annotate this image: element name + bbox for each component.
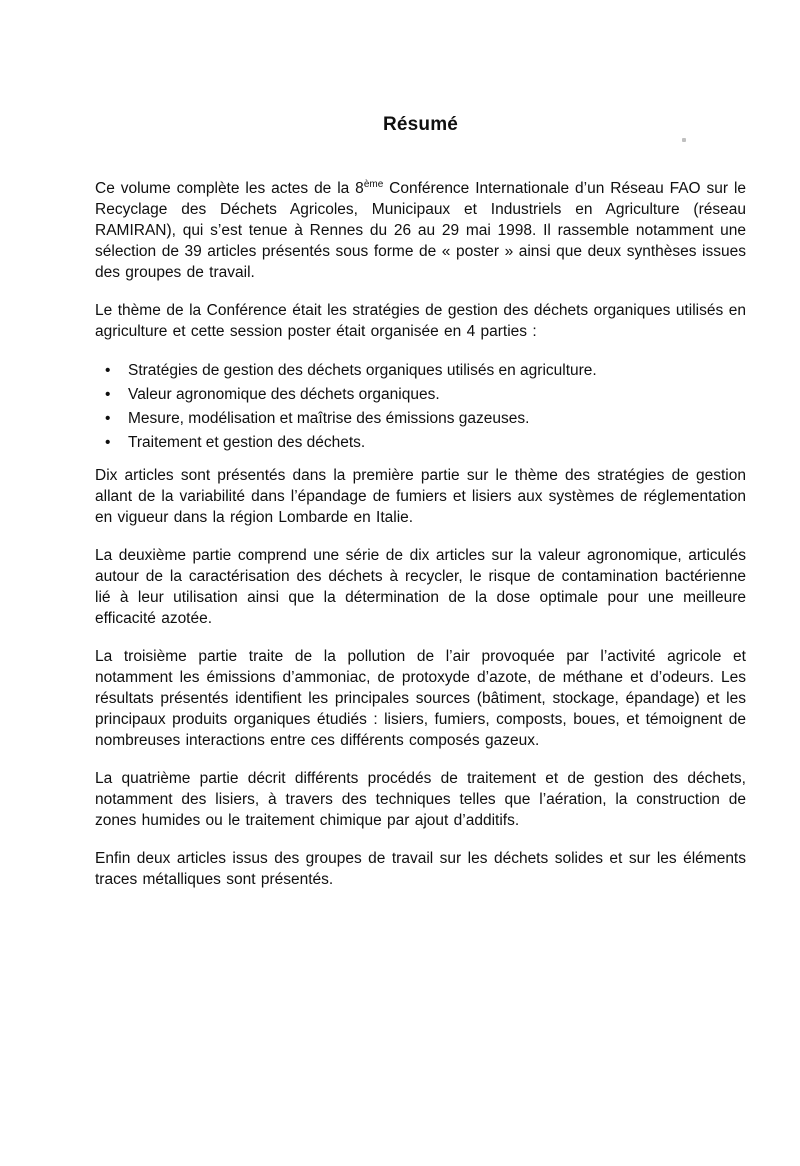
paragraph-intro-text-before: Ce volume complète les actes de la 8 [95, 180, 364, 197]
paragraph-intro [95, 178, 746, 283]
paragraph-intro-text-after: Conférence Internationale d’un Réseau FAO sur le Recyclage des Déchets Agricoles, Municipaux et Industriels en Agriculture (réseau RAMIRAN), qui s’est tenue à Rennes du 26 au 29 mai 1998. Il rassemble notamment une sélection de 39 articles présentés sous forme de « poster » ainsi que deux synthèses issues des groupes de travail. [95, 180, 747, 281]
list-item-label: Traitement et gestion des déchets. [128, 434, 366, 451]
list-item [95, 359, 746, 383]
bullet-icon: • [105, 410, 111, 427]
page-title: Résumé [382, 114, 459, 135]
text-block [95, 0, 746, 907]
paragraph-closing: Enfin deux articles issus des groupes de travail sur les déchets solides et sur les éléments traces métalliques sont présentés. [95, 850, 746, 888]
list-item [95, 383, 746, 407]
list-item-label: Valeur agronomique des déchets organiques. [128, 386, 440, 403]
paragraph-part4: La quatrième partie décrit différents procédés de traitement et de gestion des déchets, notamment des lisiers, à travers des techniques telles que l’aération, la construction de zones humides ou le traitement chimique par ajout d’additifs. [95, 770, 746, 829]
paragraph-theme: Le thème de la Conférence était les stratégies de gestion des déchets organiques utilisés en agriculture et cette session poster était organisée en 4 parties : [95, 302, 746, 340]
list-item-label: Stratégies de gestion des déchets organiques utilisés en agriculture. [128, 362, 597, 379]
superscript-ordinal: ème [363, 178, 384, 190]
list-item [95, 407, 746, 431]
paragraph-part3: La troisième partie traite de la pollution de l’air provoquée par l’activité agricole et notamment les émissions d’ammoniac, de protoxyde d’azote, de méthane et d’odeurs. Les résultats présentés identifient les principales sources (bâtiment, stockage, épandage) et les principaux produits organiques étudiés : lisiers, fumiers, composts, boues, et témoignent de nombreuses interactions entre ces différents composés gazeux. [95, 648, 746, 749]
bullet-icon: • [105, 386, 111, 403]
list-item-label: Mesure, modélisation et maîtrise des émissions gazeuses. [128, 410, 530, 427]
paragraph-part2: La deuxième partie comprend une série de dix articles sur la valeur agronomique, articulés autour de la caractérisation des déchets à recycler, le risque de contamination bactérienne lié à leur utilisation ainsi que la détermination de la dose optimale pour une meilleure efficacité azotée. [95, 547, 746, 627]
bullet-list [95, 359, 746, 455]
bullet-icon: • [105, 362, 111, 379]
bullet-icon: • [105, 434, 111, 451]
list-item [95, 431, 746, 455]
paragraph-part1: Dix articles sont présentés dans la première partie sur le thème des stratégies de gestion allant de la variabilité dans l’épandage de fumiers et lisiers aux systèmes de réglementation en vigueur dans la région Lombarde en Italie. [95, 467, 746, 526]
